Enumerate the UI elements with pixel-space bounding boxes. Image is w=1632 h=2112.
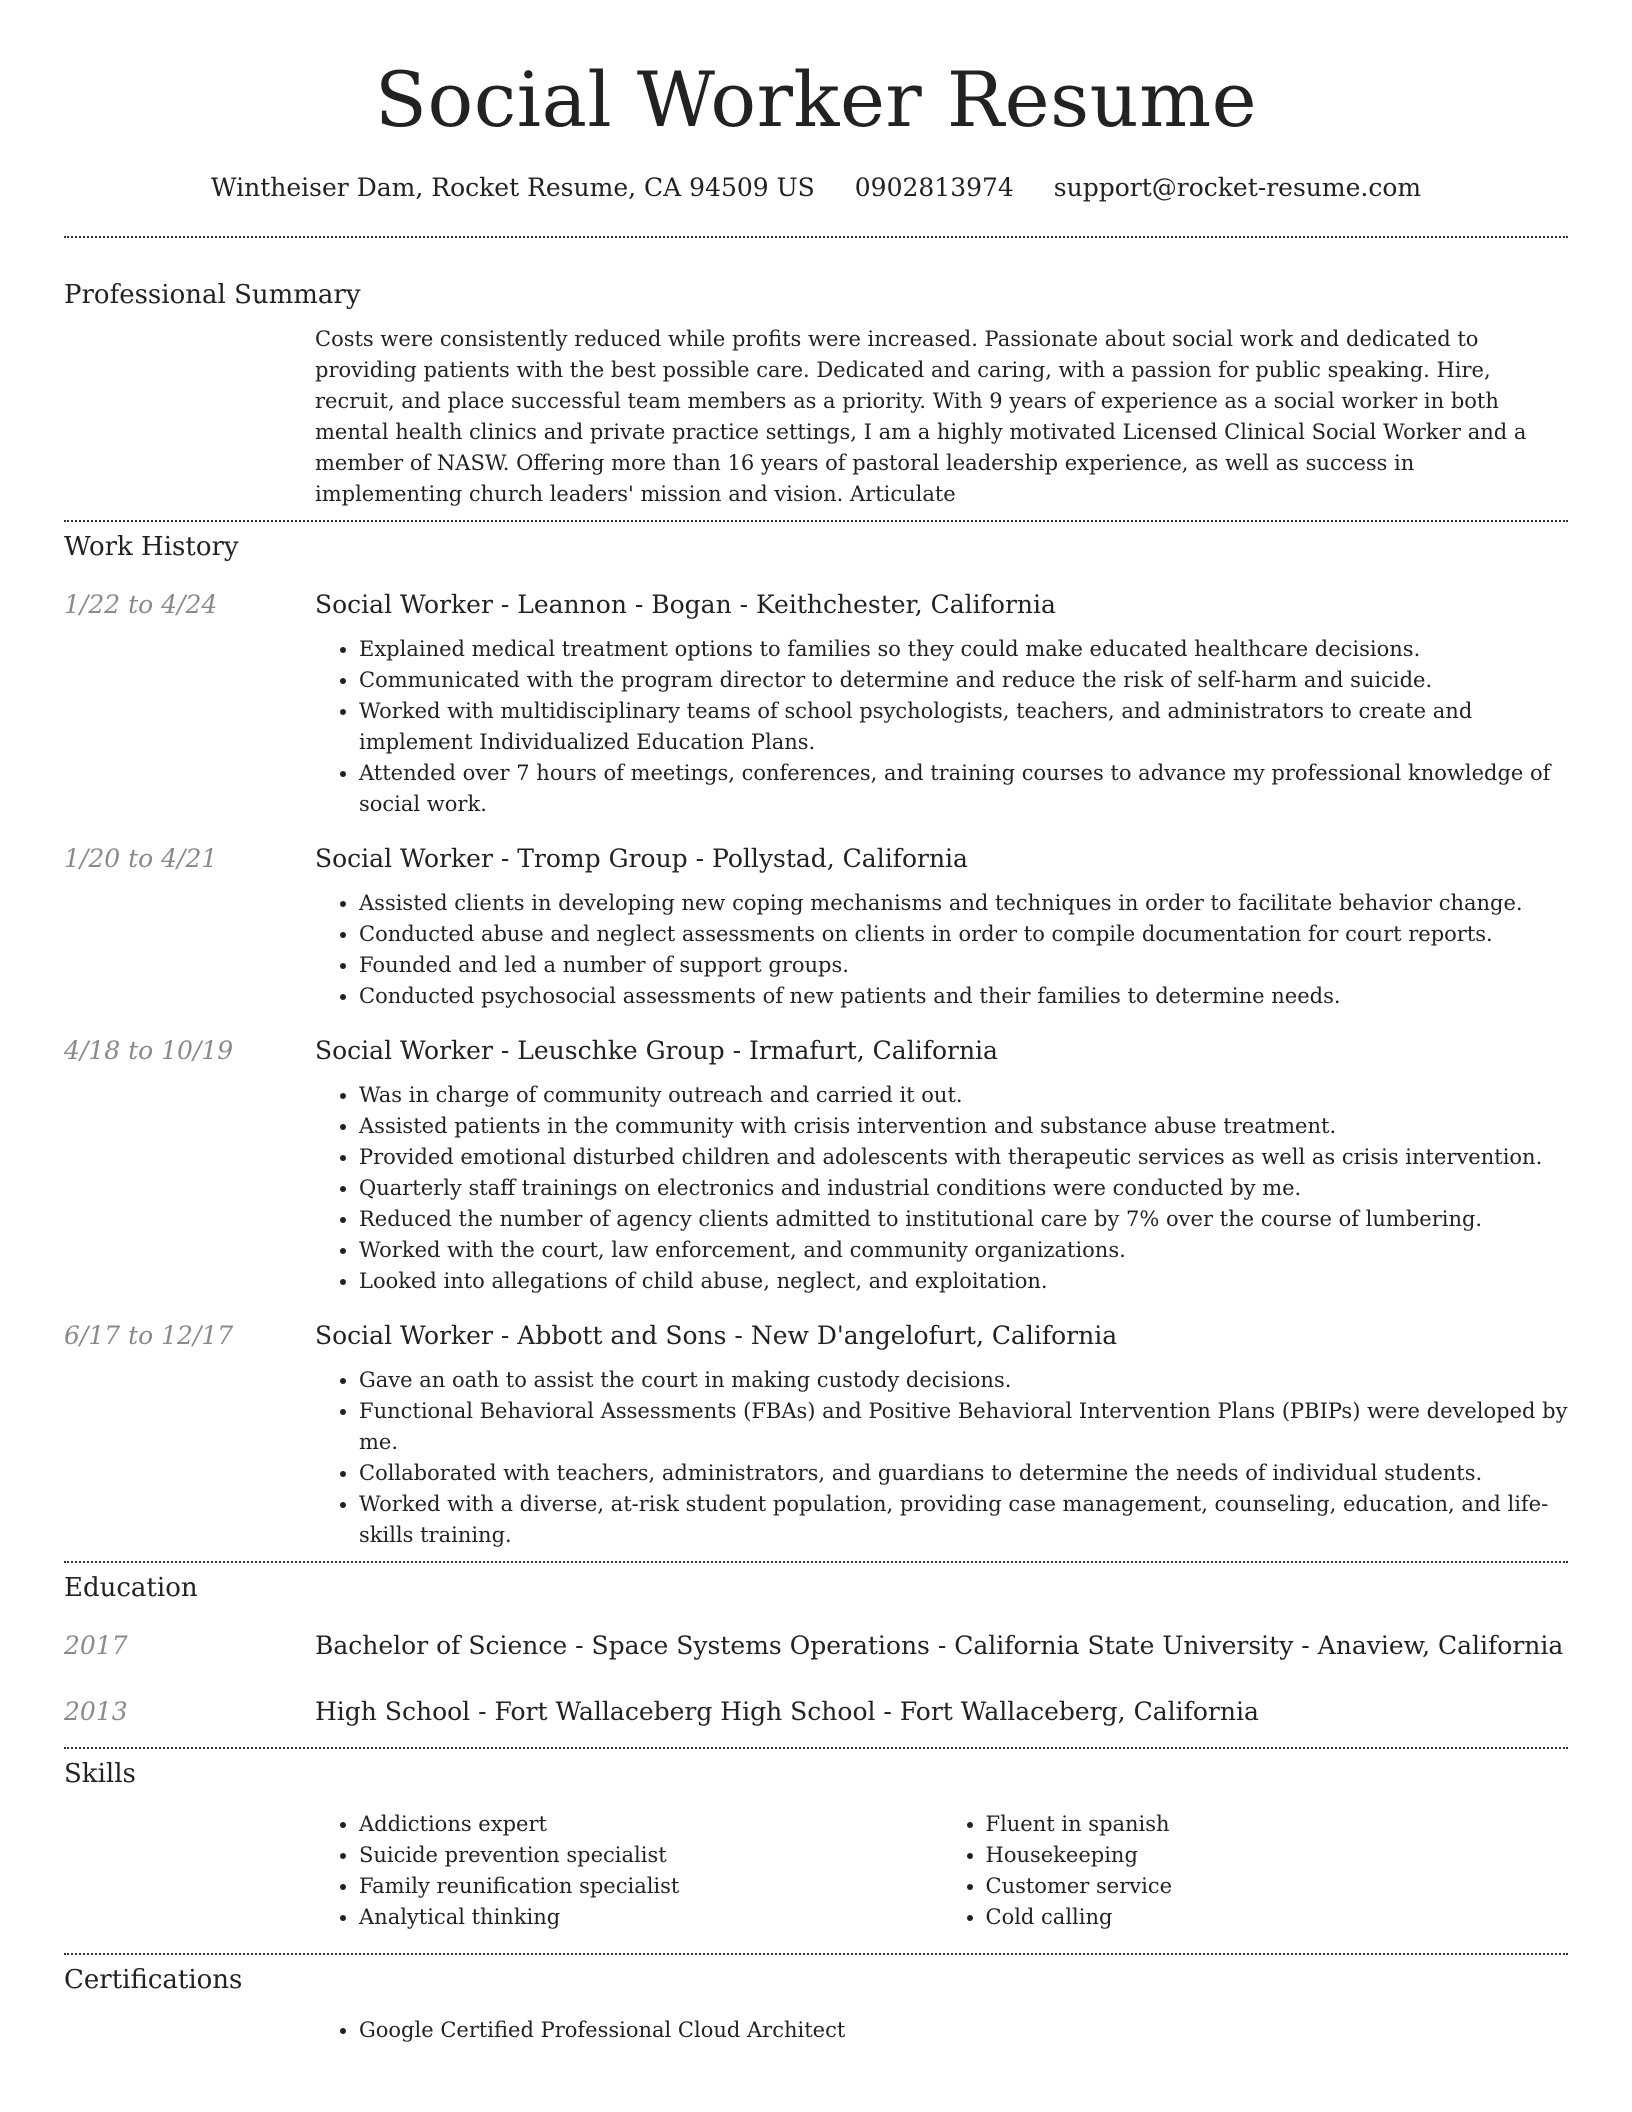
skill-item: • Addictions expert	[359, 1809, 942, 1840]
contact-line	[64, 172, 1568, 204]
skill-item: • Analytical thinking	[359, 1902, 942, 1933]
skills-list-left	[315, 1809, 942, 1933]
job-details	[315, 842, 1568, 1012]
education-details	[315, 1629, 1568, 1663]
divider-skills	[64, 1953, 1568, 1955]
education-details	[315, 1695, 1568, 1729]
job-details	[315, 1034, 1568, 1297]
job-bullets	[315, 1365, 1568, 1551]
education-title: Bachelor of Science - Space Systems Operations - California State University - Anaview, California	[315, 1631, 1564, 1660]
divider-education	[64, 1747, 1568, 1749]
skill-item: • Suicide prevention specialist	[359, 1840, 942, 1871]
job-bullet: • Founded and led a number of support groups.	[359, 950, 1568, 981]
section-title-summary: Professional Summary	[64, 280, 361, 310]
education-year: 2017	[64, 1631, 128, 1660]
skill-item: • Housekeeping	[986, 1840, 1569, 1871]
job-bullet: • Provided emotional disturbed children and adolescents with therapeutic services as well as crisis intervention.	[359, 1142, 1568, 1173]
job-bullet: • Looked into allegations of child abuse, neglect, and exploitation.	[359, 1266, 1568, 1297]
contact-address: Wintheiser Dam, Rocket Resume, CA 94509 US	[210, 173, 815, 202]
job-details	[315, 588, 1568, 820]
certifications-list	[315, 2015, 1568, 2046]
section-title-certifications: Certifications	[64, 1965, 243, 1995]
job-entry	[64, 842, 1568, 1012]
summary-content	[315, 324, 1568, 510]
divider-header	[64, 236, 1568, 238]
skill-item: • Fluent in spanish	[986, 1809, 1569, 1840]
job-bullets	[315, 634, 1568, 820]
job-bullet: • Conducted psychosocial assessments of new patients and their families to determine needs.	[359, 981, 1568, 1012]
skill-item: • Cold calling	[986, 1902, 1569, 1933]
skills-row	[64, 1809, 1568, 1933]
resume-title: Social Worker Resume	[374, 55, 1258, 144]
skills-content	[315, 1809, 1568, 1933]
job-bullet: • Worked with a diverse, at-risk student population, providing case management, counseling, education, and life-skills training.	[359, 1489, 1568, 1551]
skills-list-right	[942, 1809, 1569, 1933]
education-title: High School - Fort Wallaceberg High School - Fort Wallaceberg, California	[315, 1697, 1259, 1726]
job-bullet: • Assisted patients in the community with crisis intervention and substance abuse treatment.	[359, 1111, 1568, 1142]
job-dates: 1/22 to 4/24	[64, 590, 218, 619]
job-title: Social Worker - Abbott and Sons - New D'angelofurt, California	[315, 1321, 1118, 1350]
job-bullet: • Was in charge of community outreach and carried it out.	[359, 1080, 1568, 1111]
job-bullet: • Gave an oath to assist the court in making custody decisions.	[359, 1365, 1568, 1396]
certifications-content	[315, 2015, 1568, 2046]
certification-item: • Google Certified Professional Cloud Architect	[359, 2015, 1568, 2046]
contact-email: support@rocket-resume.com	[1053, 173, 1422, 202]
divider-work	[64, 1561, 1568, 1563]
job-title: Social Worker - Tromp Group - Pollystad, California	[315, 844, 968, 873]
job-entry	[64, 1319, 1568, 1551]
job-bullet: • Assisted clients in developing new coping mechanisms and techniques in order to facilitate behavior change.	[359, 888, 1568, 919]
skill-item: • Customer service	[986, 1871, 1569, 1902]
job-bullet: • Reduced the number of agency clients admitted to institutional care by 7% over the course of lumbering.	[359, 1204, 1568, 1235]
education-entry	[64, 1695, 1568, 1729]
section-title-skills: Skills	[64, 1759, 136, 1789]
job-details	[315, 1319, 1568, 1551]
job-bullet: • Worked with multidisciplinary teams of school psychologists, teachers, and administrators to create and implement Individualized Education Plans.	[359, 696, 1568, 758]
job-bullet: • Explained medical treatment options to families so they could make educated healthcare decisions.	[359, 634, 1568, 665]
job-bullets	[315, 1080, 1568, 1297]
job-bullet: • Worked with the court, law enforcement, and community organizations.	[359, 1235, 1568, 1266]
section-title-education: Education	[64, 1573, 198, 1603]
education-year: 2013	[64, 1697, 128, 1726]
job-bullet: • Collaborated with teachers, administrators, and guardians to determine the needs of individual students.	[359, 1458, 1568, 1489]
job-entry	[64, 1034, 1568, 1297]
skills-grid	[315, 1809, 1568, 1933]
job-bullet: • Conducted abuse and neglect assessments on clients in order to compile documentation for court reports.	[359, 919, 1568, 950]
job-bullets	[315, 888, 1568, 1012]
job-bullet: • Attended over 7 hours of meetings, conferences, and training courses to advance my professional knowledge of social work.	[359, 758, 1568, 820]
job-dates: 1/20 to 4/21	[64, 844, 218, 873]
contact-phone: 0902813974	[854, 173, 1014, 202]
job-entry	[64, 588, 1568, 820]
job-bullet: • Quarterly staff trainings on electronics and industrial conditions were conducted by me.	[359, 1173, 1568, 1204]
job-dates: 6/17 to 12/17	[64, 1321, 234, 1350]
education-entry	[64, 1629, 1568, 1663]
job-title: Social Worker - Leuschke Group - Irmafurt, California	[315, 1036, 998, 1065]
divider-summary	[64, 520, 1568, 522]
job-bullet: • Communicated with the program director to determine and reduce the risk of self-harm and suicide.	[359, 665, 1568, 696]
skill-item: • Family reunification specialist	[359, 1871, 942, 1902]
job-title: Social Worker - Leannon - Bogan - Keithchester, California	[315, 590, 1056, 619]
section-title-work: Work History	[64, 532, 239, 562]
job-bullet: • Functional Behavioral Assessments (FBAs) and Positive Behavioral Intervention Plans (PBIPs) were developed by me.	[359, 1396, 1568, 1458]
certifications-row	[64, 2015, 1568, 2046]
summary-row	[64, 324, 1568, 510]
job-dates: 4/18 to 10/19	[64, 1036, 234, 1065]
summary-text: Costs were consistently reduced while profits were increased. Passionate about social work and dedicated to providing patients with the best possible care. Dedicated and caring, with a passion for public speaking. Hire, recruit, and place successful team members as a priority. With 9 years of experience as a social worker in both mental health clinics and private practice settings, I am a highly motivated Licensed Clinical Social Worker and a member of NASW. Offering more than 16 years of pastoral leadership experience, as well as success in implementing church leaders' mission and vision. Articulate	[315, 327, 1527, 506]
